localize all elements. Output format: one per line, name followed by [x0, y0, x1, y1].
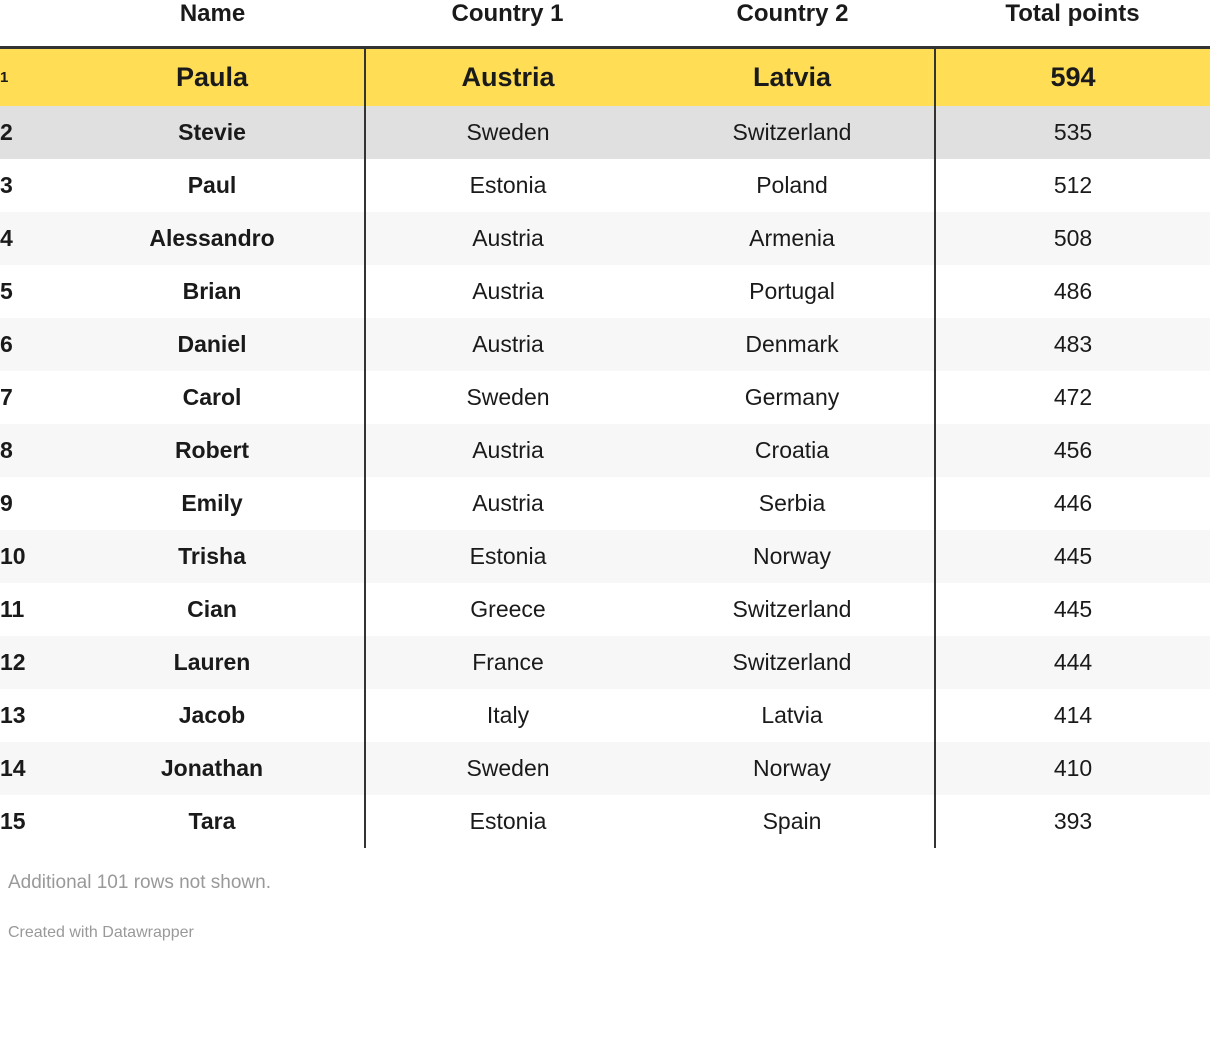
cell-name: Cian [60, 583, 365, 636]
cell-name: Paul [60, 159, 365, 212]
cell-country-2: Germany [650, 371, 935, 424]
column-header-name[interactable]: Name [60, 0, 365, 48]
column-header-country-1[interactable]: Country 1 [365, 0, 650, 48]
cell-country-1: Austria [472, 437, 544, 463]
table-row[interactable] [0, 265, 1210, 318]
cell-total-points: 483 [1053, 331, 1093, 357]
cell-total-points: 594 [1050, 62, 1096, 92]
cell-name: Tara [60, 795, 365, 848]
cell-country-1: Austria [472, 278, 544, 304]
cell-country-2: Armenia [650, 212, 935, 265]
cell-rank: 13 [0, 702, 26, 728]
cell-rank: 11 [0, 596, 25, 622]
cell-rank: 15 [0, 808, 26, 834]
cell-total-points: 508 [1053, 225, 1093, 251]
table-row[interactable] [0, 159, 1210, 212]
cell-total-points: 512 [1053, 172, 1093, 198]
cell-total-points: 414 [1053, 702, 1093, 728]
cell-rank: 7 [0, 384, 13, 410]
table-row[interactable] [0, 583, 1210, 636]
table-row[interactable] [0, 795, 1210, 848]
cell-country-1: Italy [486, 702, 530, 728]
cell-country-1: Sweden [466, 755, 550, 781]
table-row[interactable] [0, 742, 1210, 795]
cell-country-2: Denmark [650, 318, 935, 371]
cell-total-points: 445 [1053, 596, 1093, 622]
cell-name: Paula [60, 48, 365, 107]
cell-rank: 14 [0, 755, 26, 781]
cell-total-points: 535 [1053, 119, 1093, 145]
cell-country-1: Estonia [469, 543, 547, 569]
cell-name: Brian [60, 265, 365, 318]
cell-name: Robert [60, 424, 365, 477]
cell-country-1: Austria [472, 490, 544, 516]
cell-total-points: 446 [1053, 490, 1093, 516]
cell-total-points: 393 [1053, 808, 1093, 834]
datawrapper-credit: Created with Datawrapper [8, 924, 194, 941]
cell-name: Alessandro [60, 212, 365, 265]
column-header-country-2[interactable]: Country 2 [650, 0, 935, 48]
cell-country-2: Croatia [650, 424, 935, 477]
cell-rank: 10 [0, 543, 26, 569]
cell-country-1: Estonia [469, 172, 547, 198]
cell-country-1: Austria [461, 62, 555, 92]
cell-name: Emily [60, 477, 365, 530]
table-row[interactable] [0, 689, 1210, 742]
cell-name: Jacob [60, 689, 365, 742]
cell-country-2: Switzerland [650, 636, 935, 689]
cell-rank: 4 [0, 225, 13, 251]
cell-total-points: 486 [1053, 278, 1093, 304]
table-body [0, 48, 1210, 849]
cell-name: Stevie [60, 106, 365, 159]
table-row[interactable] [0, 530, 1210, 583]
table-header [0, 0, 1210, 48]
cell-country-2: Poland [650, 159, 935, 212]
cell-country-2: Norway [650, 530, 935, 583]
table-row[interactable] [0, 48, 1210, 107]
cell-rank: 2 [0, 119, 13, 145]
column-header-total-points[interactable]: Total points [935, 0, 1210, 48]
cell-country-2: Norway [650, 742, 935, 795]
cell-country-2: Spain [650, 795, 935, 848]
cell-country-2: Switzerland [650, 583, 935, 636]
cell-name: Jonathan [60, 742, 365, 795]
cell-total-points: 472 [1053, 384, 1093, 410]
table-header-row [0, 0, 1210, 48]
cell-total-points: 456 [1053, 437, 1093, 463]
cell-country-1: Austria [472, 331, 544, 357]
cell-rank: 12 [0, 649, 26, 675]
table-row[interactable] [0, 371, 1210, 424]
cell-rank: 1 [0, 69, 9, 86]
cell-rank: 6 [0, 331, 13, 357]
cell-country-2: Switzerland [650, 106, 935, 159]
table-row[interactable] [0, 106, 1210, 159]
cell-total-points: 444 [1053, 649, 1093, 675]
table-row[interactable] [0, 212, 1210, 265]
cell-country-2: Serbia [650, 477, 935, 530]
cell-rank: 8 [0, 437, 13, 463]
cell-country-2: Portugal [650, 265, 935, 318]
cell-rank: 9 [0, 490, 13, 516]
cell-rank: 5 [0, 278, 13, 304]
cell-name: Carol [60, 371, 365, 424]
table-row[interactable] [0, 636, 1210, 689]
cell-country-1: Sweden [466, 384, 550, 410]
table-row[interactable] [0, 424, 1210, 477]
cell-country-1: Greece [470, 596, 546, 622]
cell-total-points: 410 [1053, 755, 1093, 781]
cell-country-1: Estonia [469, 808, 547, 834]
cell-name: Trisha [60, 530, 365, 583]
cell-country-2: Latvia [650, 48, 935, 107]
cell-country-1: Austria [472, 225, 544, 251]
column-header-rank[interactable] [0, 0, 60, 48]
cell-country-1: France [472, 649, 544, 675]
cell-name: Daniel [60, 318, 365, 371]
cell-rank: 3 [0, 172, 13, 198]
table-row[interactable] [0, 318, 1210, 371]
cell-total-points: 445 [1053, 543, 1093, 569]
rows-not-shown-note: Additional 101 rows not shown. [8, 872, 271, 893]
cell-country-1: Sweden [466, 119, 550, 145]
table-row[interactable] [0, 477, 1210, 530]
cell-name: Lauren [60, 636, 365, 689]
cell-country-2: Latvia [650, 689, 935, 742]
